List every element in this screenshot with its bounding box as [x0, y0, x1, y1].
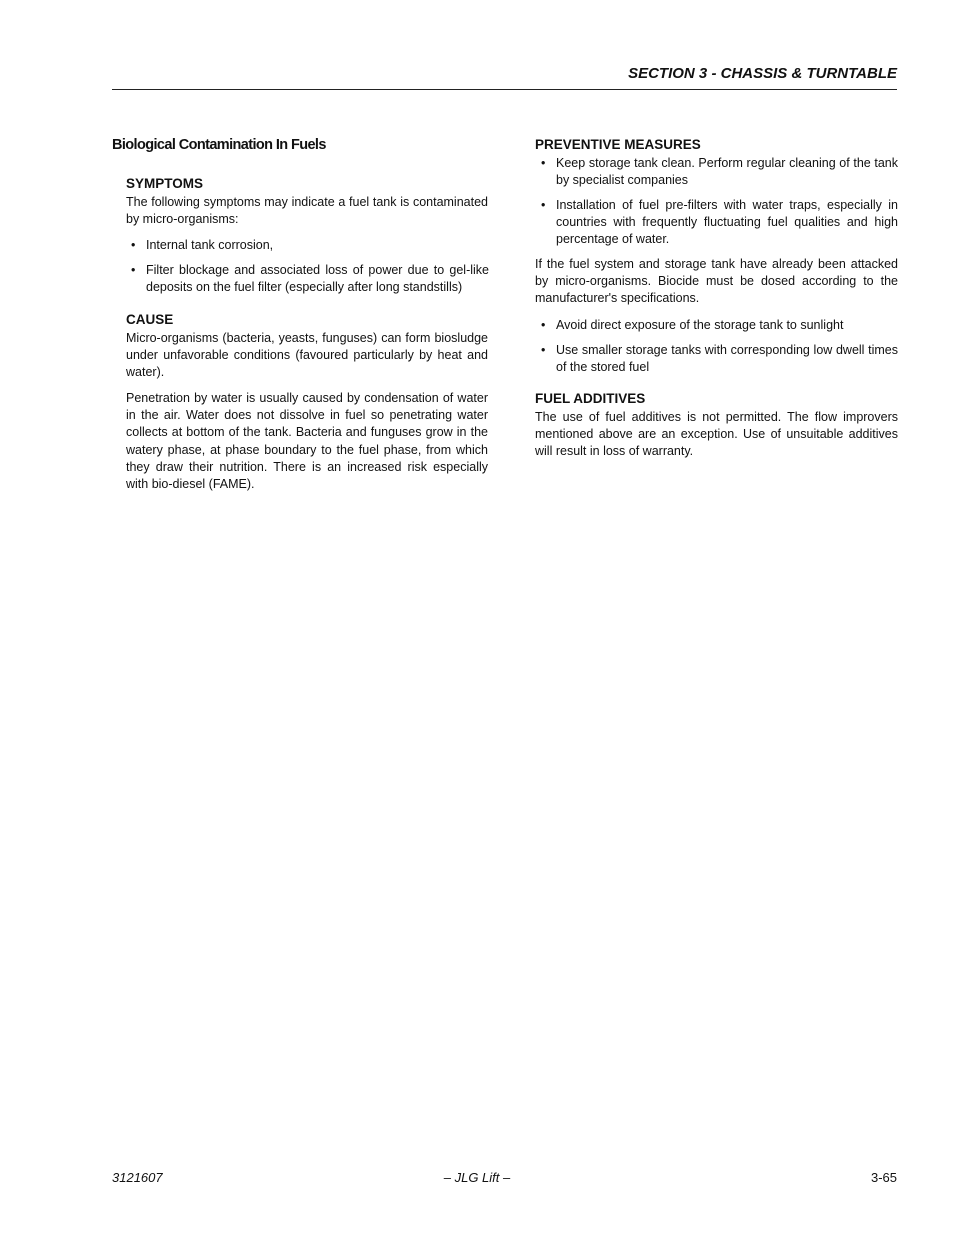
list-item-text: Use smaller storage tanks with corresponding low dwell times of the stored fuel: [556, 343, 898, 375]
symptoms-heading: SYMPTOMS: [126, 176, 204, 191]
list-item: [541, 317, 898, 337]
preventive-heading: PREVENTIVE MEASURES: [535, 137, 701, 152]
document-number: 3121607: [112, 1170, 163, 1185]
symptoms-intro: The following symptoms may indicate a fuel tank is contaminated by micro-organisms:: [126, 195, 488, 227]
preventive-paragraph: If the fuel system and storage tank have already been attacked by micro-organisms. Biocide must be dosed according to the manufacturer's specifications.: [535, 257, 898, 306]
bullet-icon: •: [541, 156, 546, 170]
section-title: SECTION 3 - CHASSIS & TURNTABLE: [628, 65, 897, 82]
list-item: [541, 155, 898, 193]
cause-paragraph-2: Penetration by water is usually caused by condensation of water in the air. Water does not dissolve in fuel so penetrating water collects at bottom of the tank. Bacteria and funguses grow in the watery phase, at phase boundary to the fuel phase, from which they draw their nutrition. There is an increased risk especially with bio-diesel (FAME).: [126, 391, 488, 492]
page-number: 3-65: [870, 1170, 897, 1185]
footer-brand: – JLG Lift –: [443, 1170, 511, 1185]
list-item: [541, 342, 898, 380]
list-item-text: Filter blockage and associated loss of power due to gel-like deposits on the fuel filter (especially after long standstills): [146, 263, 489, 295]
page-heading: Biological Contamination In Fuels: [112, 137, 326, 153]
list-item-text: Installation of fuel pre-filters with water traps, especially in countries with frequently fluctuating fuel qualities and high percentage of water.: [556, 198, 898, 247]
bullet-icon: •: [131, 238, 136, 252]
bullet-icon: •: [541, 198, 546, 212]
header-rule: [112, 89, 897, 90]
list-item-text: Keep storage tank clean. Perform regular cleaning of the tank by specialist companies: [556, 156, 898, 188]
cause-heading: CAUSE: [126, 312, 174, 327]
bullet-icon: •: [541, 318, 546, 332]
bullet-icon: •: [541, 343, 546, 357]
list-item-text: Avoid direct exposure of the storage tank to sunlight: [556, 318, 844, 332]
list-item-text: Internal tank corrosion,: [146, 238, 274, 252]
fuel-additives-paragraph: The use of fuel additives is not permitted. The flow improvers mentioned above are an exception. Use of unsuitable additives will result in loss of warranty.: [535, 410, 898, 459]
fuel-additives-heading: FUEL ADDITIVES: [535, 391, 646, 406]
cause-paragraph-1: Micro-organisms (bacteria, yeasts, funguses) can form biosludge under unfavorable conditions (favoured particularly by heat and water).: [126, 331, 488, 380]
bullet-icon: •: [131, 263, 136, 277]
list-item: [131, 262, 489, 300]
list-item: [541, 197, 898, 252]
list-item: [131, 237, 489, 257]
